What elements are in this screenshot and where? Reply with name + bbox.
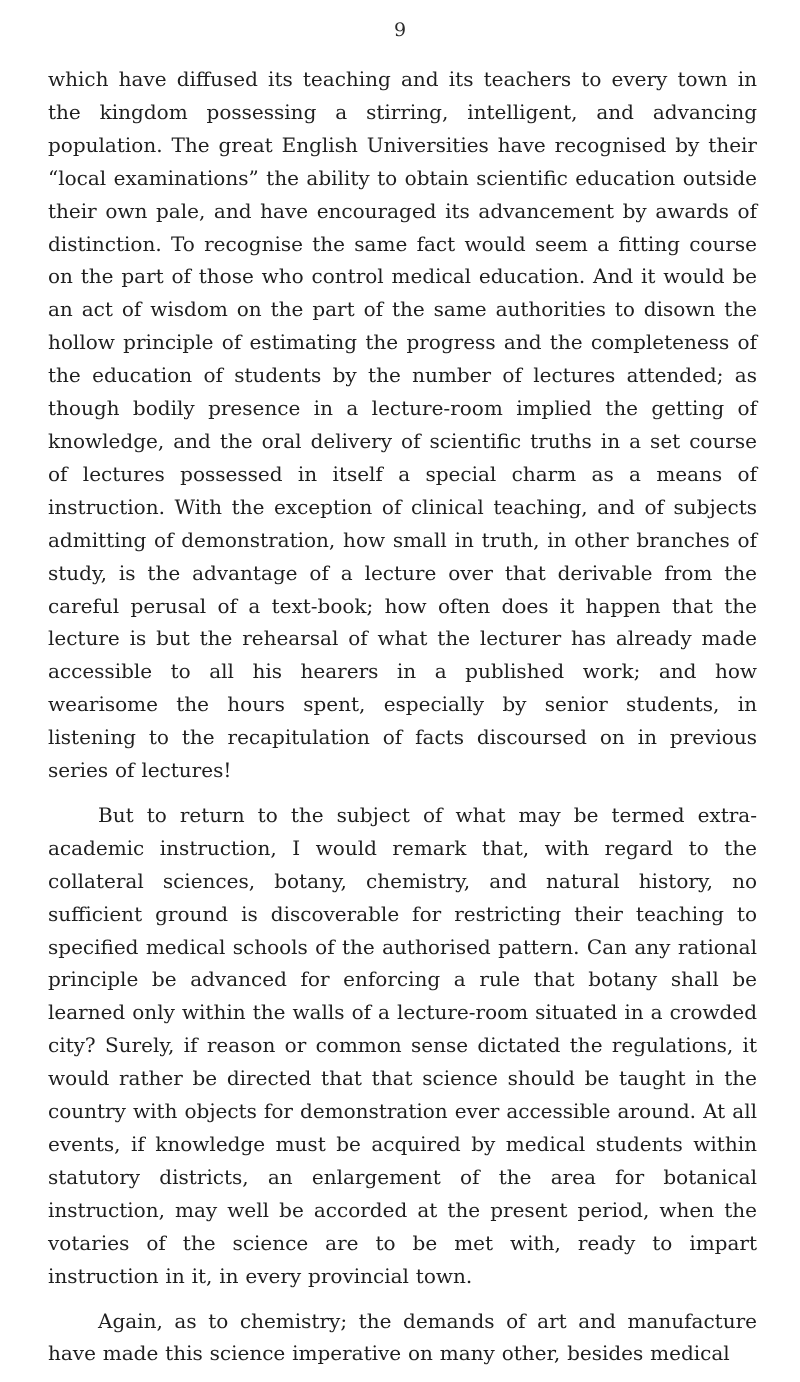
page-number: 9 bbox=[393, 19, 407, 41]
paragraph-2: But to return to the subject of what may be termed extra-academic instruction, I would remark that, with regard to the collateral sciences, botany, chemistry, and natural history, no sufficient ground is discoverable for restricting their teaching to specified medical schools of the authorised pattern. Can any rational principle be advanced for enforcing a rule that botany shall be learned only within the walls of a lecture-room situated in a crowded city? Surely, if reason or common sense dictated the regulations, it would rather be directed that that science should be taught in the country with objects for demonstration ever accessible around. At all events, if knowledge must be acquired by medical students within statutory districts, an enlargement of the area for botanical instruction, may well be accorded at the present period, when the votaries of the science are to be met with, ready to impart instruction in it, in every provincial town. bbox=[48, 802, 757, 1288]
paragraph-3: Again, as to chemistry; the demands of art and manufacture have made this science imperative on many other, besides medical bbox=[48, 1308, 757, 1366]
paragraph-1: which have diffused its teaching and its teachers to every town in the kingdom possessing a stirring, intelligent, and advancing population. The great English Universities have recognised by their “local examinations” the ability to obtain scientific education outside their own pale, and have encouraged its advancement by awards of distinction. To recognise the same fact would seem a fitting course on the part of those who control medical education. And it would be an act of wisdom on the part of the same authorities to disown the hollow principle of estimating the progress and the completeness of the education of students by the number of lectures attended; as though bodily presence in a lecture-room implied the getting of knowledge, and the oral delivery of scientific truths in a set course of lectures possessed in itself a special charm as a means of instruction. With the exception of clinical teaching, and of subjects admitting of demonstration, how small in truth, in other branches of study, is the advantage of a lecture over that derivable from the careful perusal of a text-book; how often does it happen that the lecture is but the rehearsal of what the lecturer has already made accessible to all his hearers in a published work; and how wearisome the hours spent, especially by senior students, in listening to the recapitulation of facts discoursed on in previous series of lectures! bbox=[48, 67, 757, 783]
body-text bbox=[48, 63, 757, 1382]
